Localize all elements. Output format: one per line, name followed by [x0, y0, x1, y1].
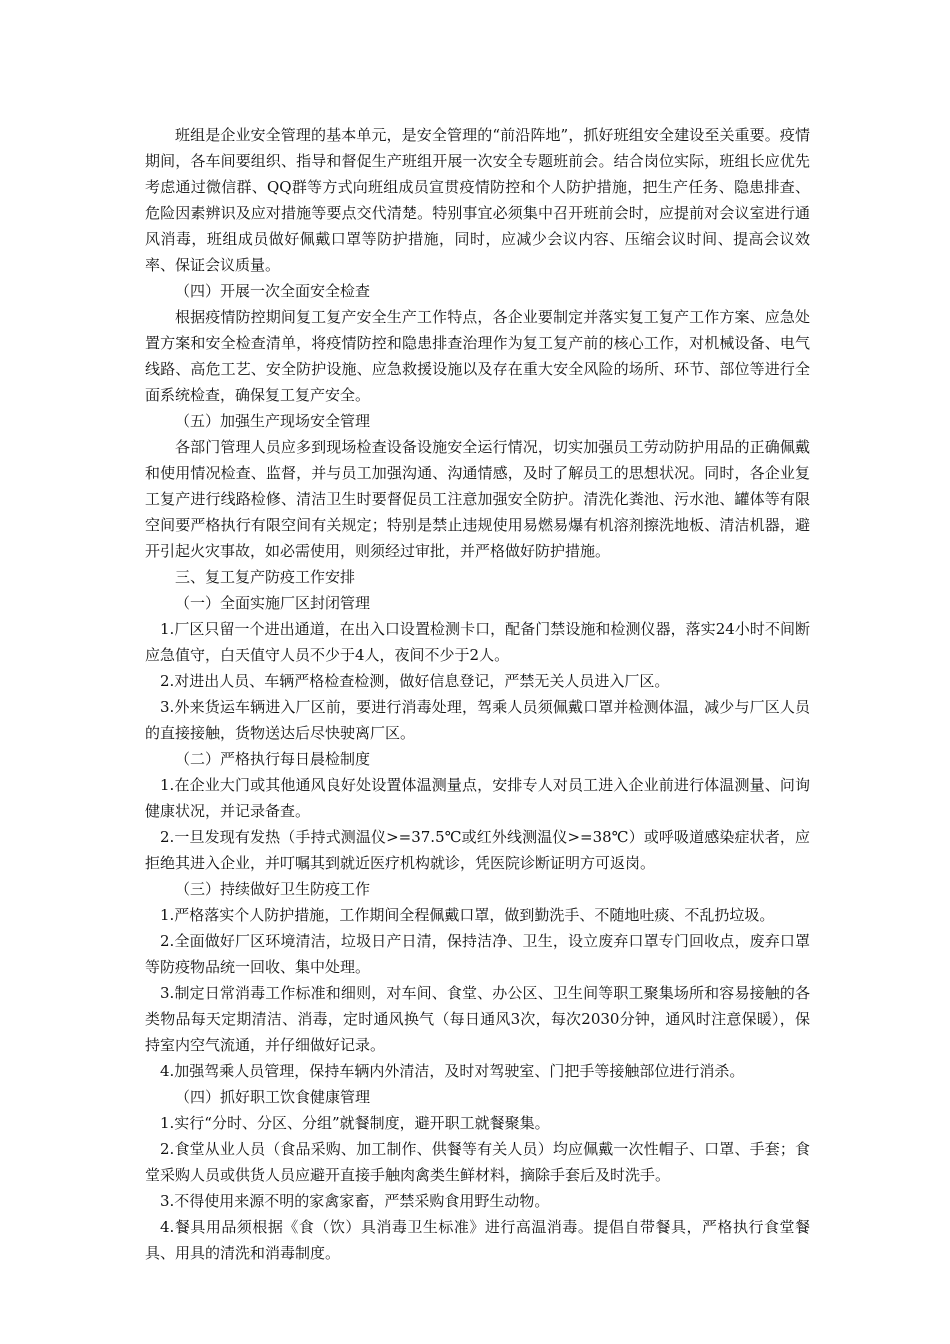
- list-item-temperature-point: 1.在企业大门或其他通风良好处设置体温测量点，安排专人对员工进入企业前进行体温测量、问询健康状况，并记录备查。: [145, 776, 810, 820]
- heading-closed-plant-management: （一）全面实施厂区封闭管理: [175, 594, 371, 612]
- list-item-freight-vehicles: 3.外来货运车辆进入厂区前，要进行消毒处理，驾乘人员须佩戴口罩并检测体温，减少与厂区人员的直接接触，货物送达后尽快驶离厂区。: [145, 698, 810, 742]
- heading-food-health-management: （四）抓好职工饮食健康管理: [175, 1088, 371, 1106]
- list-item-canteen-staff: 2.食堂从业人员（食品采购、加工制作、供餐等有关人员）均应佩戴一次性帽子、口罩、手套；食堂采购人员或供货人员应避开直接手触肉禽类生鲜材料，摘除手套后及时洗手。: [145, 1140, 810, 1184]
- list-item-poultry-ban: 3.不得使用来源不明的家禽家畜，严禁采购食用野生动物。: [160, 1192, 550, 1210]
- list-item-staggered-dining: 1.实行“分时、分区、分组”就餐制度，避开职工就餐聚集。: [160, 1114, 550, 1132]
- heading-comprehensive-safety-inspection: （四）开展一次全面安全检查: [175, 282, 371, 300]
- list-item-entry-inspection: 2.对进出人员、车辆严格检查检测，做好信息登记，严禁无关人员进入厂区。: [160, 672, 670, 690]
- paragraph-inspection-details: 根据疫情防控期间复工复产安全生产工作特点，各企业要制定并落实复工复产工作方案、应急处置方案和安全检查清单，将疫情防控和隐患排查治理作为复工复产前的核心工作，对机械设备、电气线路、高危工艺、安全防护设施、应急救援设施以及存在重大安全风险的场所、环节、部位等进行全面系统检查，确保复工复产安全。: [145, 308, 810, 404]
- heading-epidemic-prevention-arrangements: 三、复工复产防疫工作安排: [175, 568, 356, 586]
- document-page: [145, 122, 810, 1266]
- list-item-disinfection-standards: 3.制定日常消毒工作标准和细则，对车间、食堂、办公区、卫生间等职工聚集场所和容易接触的各类物品每天定期清洁、消毒，定时通风换气（每日通风3次，每次2030分钟，通风时注意保暖），保持室内空气流通，并仔细做好记录。: [145, 984, 810, 1054]
- list-item-tableware-disinfection: 4.餐具用品须根据《食（饮）具消毒卫生标准》进行高温消毒。提倡自带餐具，严格执行食堂餐具、用具的清洗和消毒制度。: [145, 1218, 810, 1262]
- list-item-single-entrance: 1.厂区只留一个进出通道，在出入口设置检测卡口，配备门禁设施和检测仪器，落实24小时不间断应急值守，白天值守人员不少于4人，夜间不少于2人。: [145, 620, 810, 664]
- list-item-personal-protection: 1.严格落实个人防护措施，工作期间全程佩戴口罩，做到勤洗手、不随地吐痰、不乱扔垃圾。: [160, 906, 775, 924]
- heading-daily-morning-check: （二）严格执行每日晨检制度: [175, 750, 371, 768]
- list-item-driver-management: 4.加强驾乘人员管理，保持车辆内外清洁，及时对驾驶室、门把手等接触部位进行消杀。: [160, 1062, 745, 1080]
- paragraph-site-safety-details: 各部门管理人员应多到现场检查设备设施安全运行情况，切实加强员工劳动防护用品的正确佩戴和使用情况检查、监督，并与员工加强沟通、沟通情感，及时了解员工的思想状况。同时，各企业复工复产进行线路检修、清洁卫生时要督促员工注意加强安全防护。清洗化粪池、污水池、罐体等有限空间要严格执行有限空间有关规定；特别是禁止违规使用易燃易爆有机溶剂擦洗地板、清洁机器，避开引起火灾事故，如必需使用，则须经过审批，并严格做好防护措施。: [145, 438, 810, 560]
- paragraph-team-safety-meeting: 班组是企业安全管理的基本单元，是安全管理的“前沿阵地”，抓好班组安全建设至关重要。疫情期间，各车间要组织、指导和督促生产班组开展一次安全专题班前会。结合岗位实际，班组长应优先考虑通过微信群、QQ群等方式向班组成员宣贯疫情防控和个人防护措施，把生产任务、隐患排查、危险因素辨识及应对措施等要点交代清楚。特别事宜必须集中召开班前会时，应提前对会议室进行通风消毒，班组成员做好佩戴口罩等防护措施，同时，应减少会议内容、压缩会议时间、提高会议效率、保证会议质量。: [145, 126, 810, 274]
- heading-production-site-safety: （五）加强生产现场安全管理: [175, 412, 371, 430]
- list-item-fever-handling: 2.一旦发现有发热（手持式测温仪>=37.5℃或红外线测温仪>=38℃）或呼吸道感染症状者，应拒绝其进入企业，并叮嘱其到就近医疗机构就诊，凭医院诊断证明方可返岗。: [145, 828, 810, 872]
- heading-hygiene-epidemic-work: （三）持续做好卫生防疫工作: [175, 880, 371, 898]
- list-item-environment-cleaning: 2.全面做好厂区环境清洁，垃圾日产日清，保持洁净、卫生，设立废弃口罩专门回收点，废弃口罩等防疫物品统一回收、集中处理。: [145, 932, 810, 976]
